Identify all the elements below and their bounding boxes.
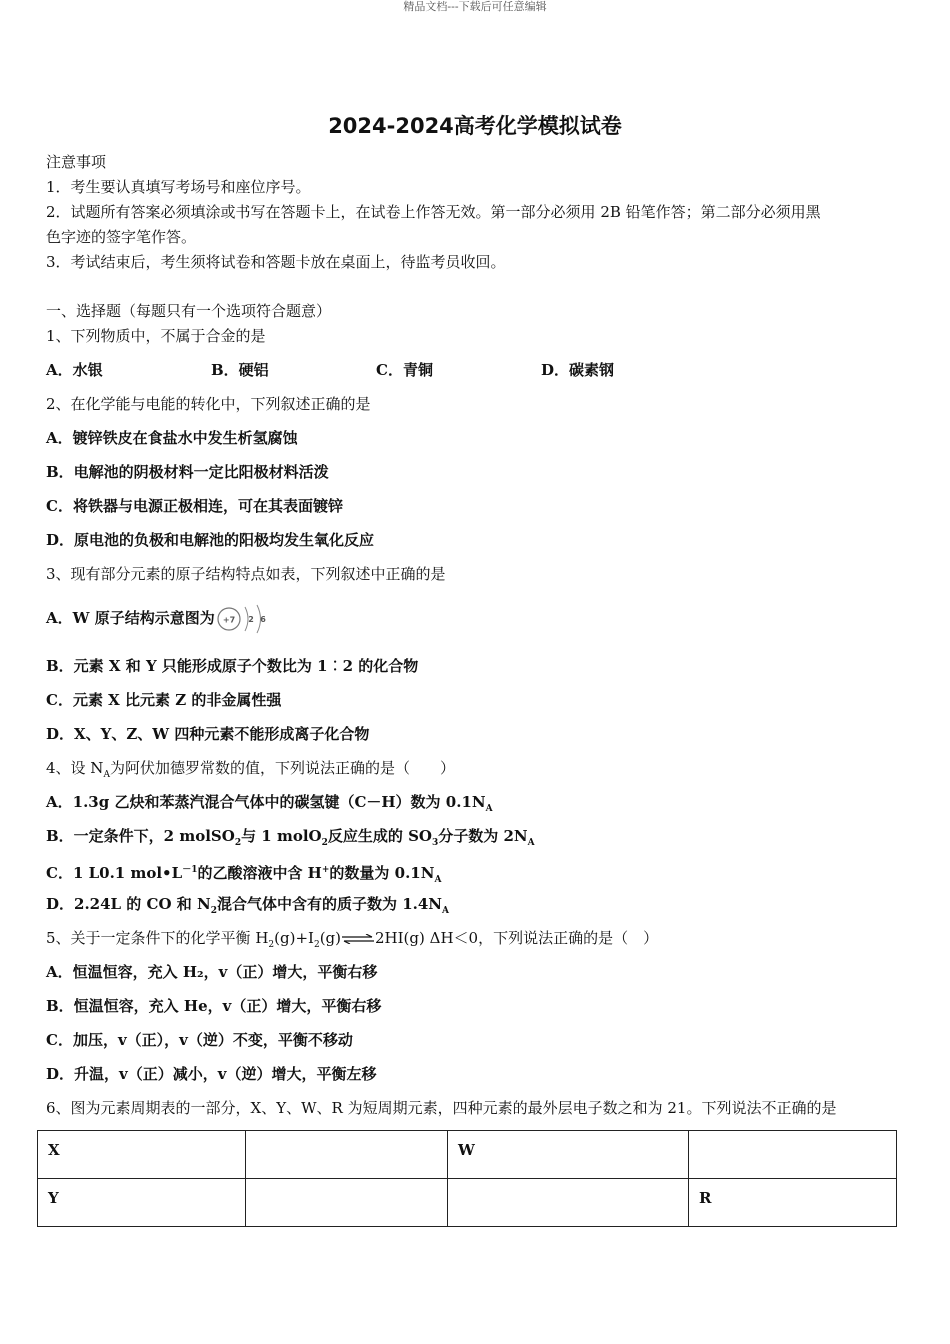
q1-option-b[interactable]: B．硬铝 (211, 361, 269, 379)
q1-option-a[interactable]: A．水银 (46, 361, 103, 379)
atom-nucleus-label: +7 (222, 615, 235, 625)
question-6-stem: 6、图为元素周期表的一部分，X、Y、W、R 为短周期元素，四种元素的最外层电子数之和为 21。下列说法不正确的是 (46, 1099, 837, 1117)
q3-option-c[interactable]: C．元素 X 比元素 Z 的非金属性强 (46, 691, 282, 709)
table-cell: X (38, 1131, 246, 1179)
q4-c-text-2: 的乙酸溶液中含 H (197, 864, 322, 882)
q4-c-text-3: 的数量为 0.1N (329, 864, 435, 882)
q5-sub-1: 2 (268, 940, 275, 950)
q5-option-b[interactable]: B．恒温恒容，充入 He，v（正）增大，平衡右移 (46, 997, 382, 1015)
q3-option-d[interactable]: D．X、Y、Z、W 四种元素不能形成离子化合物 (46, 725, 370, 743)
q2-option-d[interactable]: D．原电池的负极和电解池的阳极均发生氧化反应 (46, 531, 375, 549)
q1-option-d[interactable]: D．碳素钢 (541, 361, 615, 379)
q4-c-sup-1: －1 (182, 865, 198, 875)
q4-d-sub-2: A (442, 906, 449, 916)
q5-stem-d: 2HI(g) ΔH＜0，下列说法正确的是（ ） (375, 929, 659, 947)
table-cell: R (689, 1179, 897, 1227)
q4-option-b[interactable] (46, 826, 906, 853)
table-cell: Y (38, 1179, 246, 1227)
q4-c-sup-2: + (321, 865, 330, 875)
q3-option-b[interactable]: B．元素 X 和 Y 只能形成原子个数比为 1︰2 的化合物 (46, 657, 419, 675)
note-item-3: 3．考试结束后，考生须将试卷和答题卡放在桌面上，待监考员收回。 (46, 253, 506, 271)
q3-option-a[interactable] (46, 598, 906, 639)
question-4-stem (46, 758, 906, 785)
section-heading: 一、选择题（每题只有一个选项符合题意） (46, 302, 332, 320)
q5-option-c[interactable]: C．加压，v（正），v（逆）不变，平衡不移动 (46, 1031, 353, 1049)
q5-stem-b: (g)+I (274, 929, 314, 947)
question-1-options (46, 360, 906, 380)
table-cell (246, 1179, 448, 1227)
question-3-stem: 3、现有部分元素的原子结构特点如表，下列叙述中正确的是 (46, 565, 446, 583)
header-note: 精品文档---下载后可任意编辑 (403, 0, 547, 13)
table-cell (448, 1179, 689, 1227)
q4-d-sub-1: 2 (210, 906, 217, 916)
q4-d-text-1: D．2.24L 的 CO 和 N (46, 895, 211, 913)
q5-option-d[interactable]: D．升温，v（正）减小，v（逆）增大，平衡左移 (46, 1065, 377, 1083)
note-item-2-cont: 色字迹的签字笔作答。 (46, 228, 197, 246)
question-1-stem: 1、下列物质中，不属于合金的是 (46, 327, 266, 345)
q4-b-sub-2: 2 (321, 838, 328, 848)
q2-option-b[interactable]: B．电解池的阴极材料一定比阳极材料活泼 (46, 463, 329, 481)
q4-b-text-2: 与 1 molO (241, 827, 322, 845)
q4-stem-sub: A (103, 770, 110, 780)
q1-option-c[interactable]: C．青铜 (376, 361, 433, 379)
q4-b-sub-4: A (527, 838, 535, 848)
q4-c-text-1: C．1 L0.1 mol•L (46, 864, 183, 882)
q4-option-a[interactable] (46, 792, 906, 819)
atom-shell-2-label: 6 (259, 615, 266, 624)
question-2-stem: 2、在化学能与电能的转化中，下列叙述正确的是 (46, 395, 371, 413)
q4-b-sub-3: 3 (432, 838, 439, 848)
q4-a-sub: A (485, 804, 493, 814)
q4-b-text-1: B．一定条件下，2 molSO (46, 827, 235, 845)
periodic-table-fragment (37, 1130, 897, 1227)
note-item-2: 2．试题所有答案必须填涂或书写在答题卡上，在试卷上作答无效。第一部分必须用 2B 铅笔作答；第二部分必须用黑 (46, 203, 821, 221)
question-5-stem (46, 928, 906, 955)
note-item-1: 1．考生要认真填写考场号和座位序号。 (46, 178, 311, 196)
table-cell (246, 1131, 448, 1179)
q4-option-d[interactable] (46, 894, 906, 921)
notes-heading: 注意事项 (46, 153, 107, 171)
atom-structure-diagram (215, 599, 271, 639)
equilibrium-arrow-icon (341, 934, 375, 944)
page-title: 2024-2024高考化学模拟试卷 (328, 114, 622, 138)
q4-stem-a: 4、设 N (46, 759, 104, 777)
q4-b-sub-1: 2 (234, 838, 242, 848)
q5-stem-c: (g) (319, 929, 341, 947)
table-row (38, 1179, 897, 1227)
q4-stem-b: 为阿伏加德罗常数的值，下列说法正确的是（ ） (109, 759, 455, 777)
q5-option-a[interactable]: A．恒温恒容，充入 H₂，v（正）增大，平衡右移 (46, 963, 378, 981)
table-row (38, 1131, 897, 1179)
q2-option-a[interactable]: A．镀锌铁皮在食盐水中发生析氢腐蚀 (46, 429, 298, 447)
q4-c-sub-1: A (434, 875, 442, 885)
atom-shell-1-label: 2 (247, 615, 254, 624)
q4-a-text: A．1.3g 乙炔和苯蒸汽混合气体中的碳氢键（C－H）数为 0.1N (46, 793, 486, 811)
q4-option-c[interactable] (46, 860, 906, 890)
q2-option-c[interactable]: C．将铁器与电源正极相连，可在其表面镀锌 (46, 497, 343, 515)
q4-b-text-3: 反应生成的 SO (327, 827, 432, 845)
table-cell: W (448, 1131, 689, 1179)
q4-b-text-4: 分子数为 2N (438, 827, 528, 845)
q3-option-a-text: A．W 原子结构示意图为 (46, 609, 215, 627)
q4-d-text-2: 混合气体中含有的质子数为 1.4N (216, 895, 442, 913)
q5-sub-2: 2 (313, 940, 320, 950)
q5-stem-a: 5、关于一定条件下的化学平衡 H (46, 929, 269, 947)
table-cell (689, 1131, 897, 1179)
